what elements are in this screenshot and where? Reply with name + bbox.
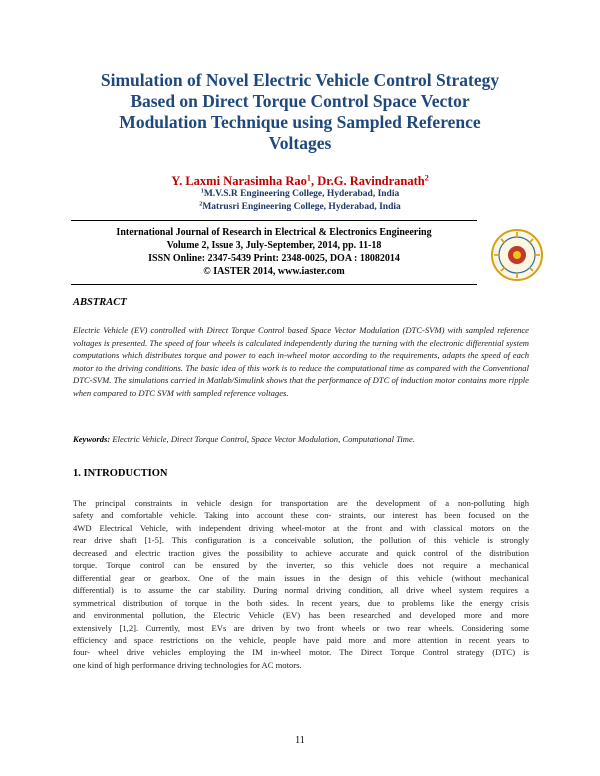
title-line: Based on Direct Torque Control Space Vector [130,91,470,111]
affiliation-mark: 1 [200,188,204,195]
author-name: Dr.G. Ravindranath [317,174,425,188]
introduction-text [73,497,529,671]
keywords-text: Electric Vehicle, Direct Torque Control, Space Vector Modulation, Computational Time. [110,434,415,444]
body-line: and environmental pollution, the Electric Vehicle (EV) has been researched and developed more and more [73,610,529,621]
body-line: torque. Torque control can be ensured by the inverter, so this vehicle does not require a mechanical [73,560,529,571]
body-line: efficiency and space restrictions on the vehicle, people have paid more and more attention in recent years to [73,634,529,645]
body-line: one kind of high performance driving technologies for AC motors. [73,659,302,670]
body-line: safety and comfortable vehicle. Taking into account these con- straints, our interest has been focused on the [73,510,529,521]
keywords-label: Keywords: [73,434,111,444]
affiliation-mark: 2 [199,201,203,208]
body-line: four- wheel drive vehicles employing the IM in-wheel motor. The Direct Torque Control strategy (DTC) is [73,647,529,658]
journal-copyright: © IASTER 2014, www.iaster.com [203,266,345,277]
iaster-logo-icon [490,228,544,282]
affiliation-text: M.V.S.R Engineering College, Hyderabad, India [203,189,400,199]
author-affil-mark: 1 [306,173,311,183]
logo-core [513,251,521,259]
body-line: extensively [1,2]. Currently, most EVs are driven by two front wheels or two rear wheels. Considering some [73,622,529,633]
journal-volume: Volume 2, Issue 3, July-September, 2014, pp. 11-18 [166,240,382,251]
body-line: differential gear or gearbox. One of the main issues in the design of this vehicle (without mechanical [73,572,529,583]
author-affil-mark: 2 [424,173,429,183]
journal-issn: ISSN Online: 2347-5439 Print: 2348-0025, DOA : 18082014 [148,253,400,264]
page-number: 11 [295,735,305,746]
title-line: Simulation of Novel Electric Vehicle Control Strategy [100,70,500,90]
body-line: symmetrical distribution of torque in the both sides. In recent years, due to problems like the energy crisis [73,597,529,608]
author-separator: , [310,174,318,188]
journal-info [71,226,477,278]
paper-title [40,70,560,154]
divider-top [71,220,477,221]
body-line: rear drive shaft [1-5]. This configuration is a conceivable solution, the pollution of this vehicle is strongly [73,535,529,546]
journal-name: International Journal of Research in Electrical & Electronics Engineering [116,227,432,238]
author-line [0,174,600,189]
title-line: Modulation Technique using Sampled Reference [119,112,481,132]
body-line: The principal constraints in vehicle design for transportation are the development of a non-polluting high [73,498,529,508]
divider-bottom [71,284,477,285]
affiliation [0,189,600,199]
title-line: Voltages [268,133,332,153]
abstract-text: Electric Vehicle (EV) controlled with Direct Torque Control based Space Vector Modulation (DTC-SVM) with sampled reference voltages is presented. The speed of four wheels is calculated independently during the turning with the electronic differential system computations which distributes torque and power to each in-wheel motor according to the requirements, adapts the speed of each motor to the driving conditions. The basic idea of this work is to reduce the computational time as compared with the Conventional DTC-SVM. The simulations carried in Matlab/Simulink shows that the performance of DTC of induction motor contains more ripple when compared to DTC SVM with sampled reference voltages. [73,325,529,398]
affiliation-text: Matrusri Engineering College, Hyderabad, India [202,202,401,212]
body-line: 4WD Electrical Vehicle, with independent driving wheel-motor at the front and with classical motors on the [73,522,529,533]
author-name: Y. Laxmi Narasimha Rao [171,174,307,188]
keywords [73,434,533,444]
affiliation [0,202,600,212]
introduction-heading: 1. INTRODUCTION [73,468,168,479]
body-line: differential) is to assume the car stability. During normal driving condition, all drive wheel system requires a [73,585,529,596]
abstract-heading: ABSTRACT [73,297,127,308]
body-line: decreased and electric traction gives the possibility to achieve accurate and quick control of the distribution [73,547,529,558]
